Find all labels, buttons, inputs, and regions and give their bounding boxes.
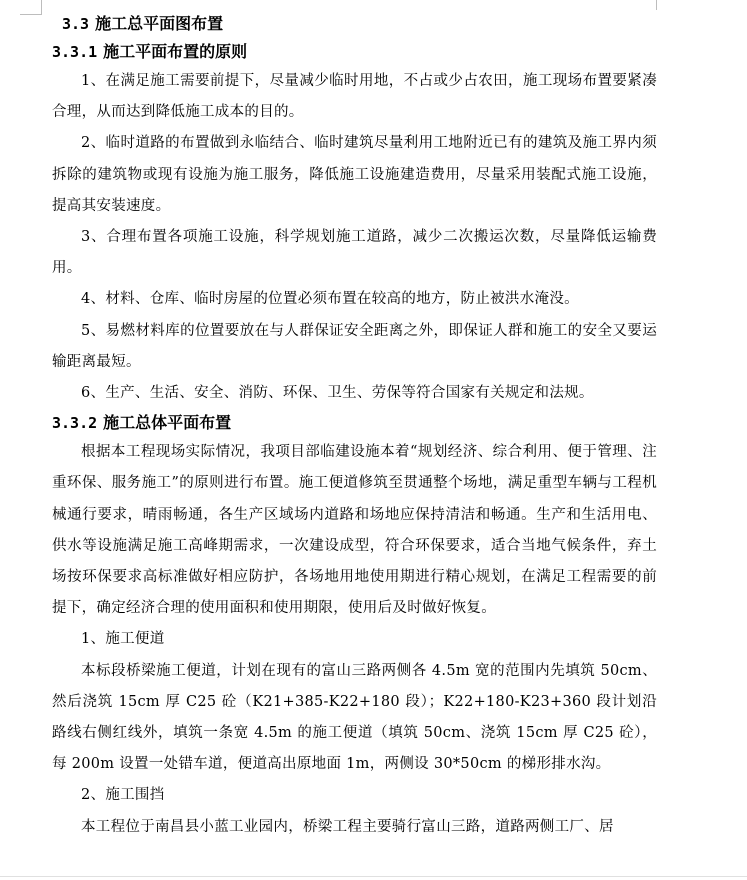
principle-item-5: 5、易燃材料库的位置要放在与人群保证安全距离之外，即保证人群和施工的安全又要运输距离最短。 [52,322,657,370]
layout-intro-paragraph: 根据本工程现场实际情况，我项目部临建设施本着“规划经济、综合利用、便于管理、注重环保、服务施工”的原则进行布置。施工便道修筑至贯通整个场地，满足重型车辆与工程机械通行要求，晴雨畅通，各生产区域场内道路和场地应保持清洁和畅通。生产和生活用电、供水等设施满足施工高峰期需求，一次建设成型，符合环保要求，适合当地气候条件，弃土场按环保要求高标准做好相应防护，各场地用地使用期进行精心规划，在满足工程需要的前提下，确定经济合理的使用面积和使用期限，使用后及时做好恢复。 [52,444,657,617]
section-heading-3-3-2 [52,409,657,437]
section-title: 施工总平面图布置 [95,14,224,33]
principle-item-4: 4、材料、仓库、临时房屋的位置必须布置在较高的地方，防止被洪水淹没。 [81,291,579,308]
hoarding-paragraph: 本工程位于南昌县小蓝工业园内，桥梁工程主要骑行富山三路，道路两侧工厂、居 [81,818,614,835]
principle-item-1: 1、在满足施工需要前提下，尽量减少临时用地，不占或少占农田，施工现场布置要紧凑合理，从而达到降低施工成本的目的。 [52,73,657,121]
principle-item-3: 3、合理布置各项施工设施，科学规划施工道路，减少二次搬运次数，尽量降低运输费用。 [52,229,657,277]
section-heading-3-3 [62,10,657,38]
section-number: 3.3.2 [52,414,98,433]
subsection-title-hoarding: 2、施工围挡 [81,787,165,804]
section-title: 施工平面布置的原则 [103,42,248,61]
section-number: 3.3.1 [52,43,98,61]
section-heading-3-3-1 [52,38,657,66]
page-bottom-edge [0,876,747,877]
access-road-paragraph: 本标段桥梁施工便道，计划在现有的富山三路两侧各 4.5m 宽的范围内先填筑 50cm、然后浇筑 15cm 厚 C25 砼（K21+385-K22+180 段）；K22+180-K23+360 段计划沿路线右侧红线外，填筑一条宽 4.5m 的施工便道（填筑 50cm、浇筑 15cm 厚 C25 砼），每 200m 设置一处错车道，便道高出原地面 1m，两侧设 30*50cm 的梯形排水沟。 [52,662,657,773]
page-corner-mark-vertical [41,0,42,15]
section-number: 3.3 [62,15,90,33]
page-corner-mark-right [656,0,657,10]
subsection-title-access-road: 1、施工便道 [81,631,165,648]
page-corner-mark-horizontal [20,14,42,15]
document-body [52,10,657,843]
principle-item-6: 6、生产、生活、安全、消防、环保、卫生、劳保等符合国家有关规定和法规。 [81,385,594,402]
section-title: 施工总体平面布置 [103,413,232,433]
principle-item-2: 2、临时道路的布置做到永临结合、临时建筑尽量利用工地附近已有的建筑及施工界内须拆除的建筑物或现有设施为施工服务，降低施工设施建造费用，尽量采用装配式施工设施，提高其安装速度。 [52,135,657,214]
